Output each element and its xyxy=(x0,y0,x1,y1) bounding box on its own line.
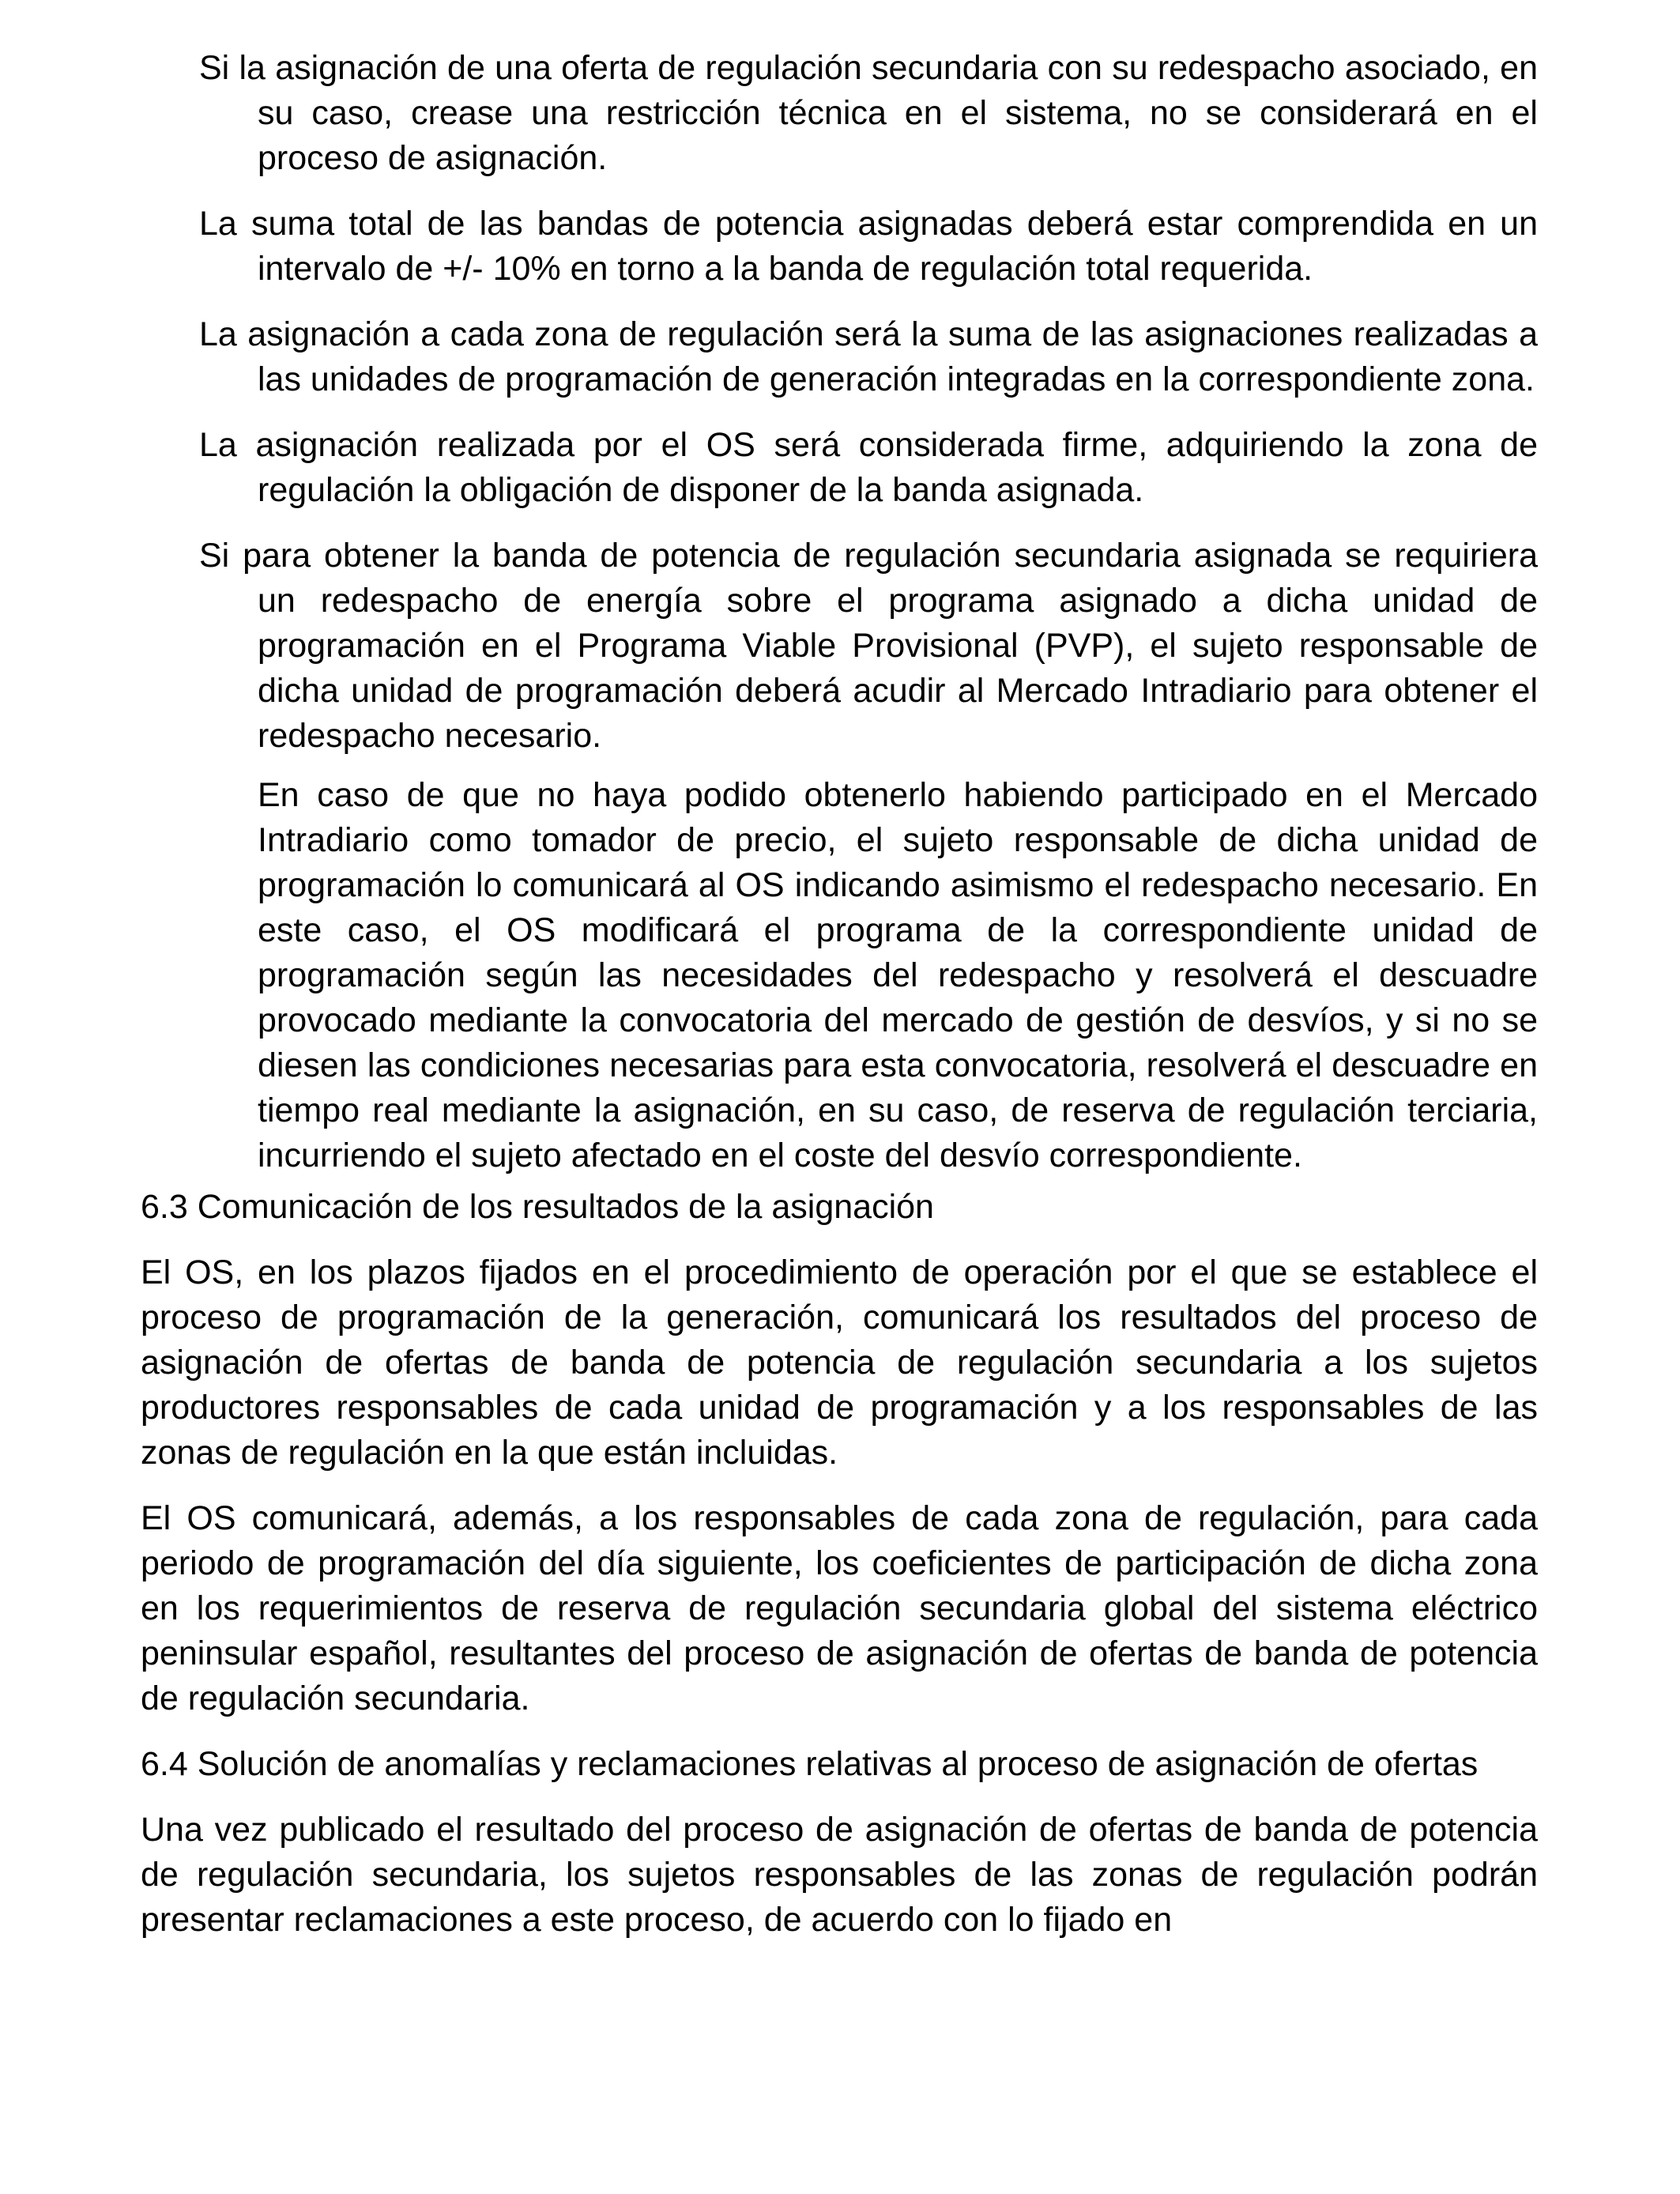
list-item: Si la asignación de una oferta de regulación secundaria con su redespacho asociado, en su caso, crease una restricción técnica en el sistema, no se considerará en el proceso de asignación. xyxy=(199,49,1538,177)
section-heading-6-3: 6.3 Comunicación de los resultados de la asignación xyxy=(141,1188,934,1226)
section-heading-6-4: 6.4 Solución de anomalías y reclamaciones relativas al proceso de asignación de ofertas xyxy=(141,1745,1478,1783)
document-body xyxy=(141,46,1538,1963)
list-item: Si para obtener la banda de potencia de regulación secundaria asignada se requiriera un redespacho de energía sobre el programa asignado a dicha unidad de programación en el Programa Viable Provisional (PVP), el sujeto responsable de dicha unidad de programación deberá acudir al Mercado Intradiario para obtener el redespacho necesario. xyxy=(199,537,1538,755)
paragraph: Una vez publicado el resultado del proceso de asignación de ofertas de banda de potencia de regulación secundaria, los sujetos responsables de las zonas de regulación podrán presentar reclamaciones a este proceso, de acuerdo con lo fijado en xyxy=(141,1811,1538,1939)
list-item: La suma total de las bandas de potencia asignadas deberá estar comprendida en un intervalo de +/- 10% en torno a la banda de regulación total requerida. xyxy=(199,205,1538,288)
list-item: La asignación realizada por el OS será considerada firme, adquiriendo la zona de regulación la obligación de disponer de la banda asignada. xyxy=(199,426,1538,509)
list-item-continuation: En caso de que no haya podido obtenerlo habiendo participado en el Mercado Intradiario como tomador de precio, el sujeto responsable de dicha unidad de programación lo comunicará al OS indicando asimismo el redespacho necesario. En este caso, el OS modificará el programa de la correspondiente unidad de programación según las necesidades del redespacho y resolverá el descuadre provocado mediante la convocatoria del mercado de gestión de desvíos, y si no se diesen las condiciones necesarias para esta convocatoria, resolverá el descuadre en tiempo real mediante la asignación, en su caso, de reserva de regulación terciaria, incurriendo el sujeto afectado en el coste del desvío correspondiente. xyxy=(258,776,1538,1174)
paragraph: El OS comunicará, además, a los responsables de cada zona de regulación, para cada periodo de programación del día siguiente, los coeficientes de participación de dicha zona en los requerimientos de reserva de regulación secundaria global del sistema eléctrico peninsular español, resultantes del proceso de asignación de ofertas de banda de potencia de regulación secundaria. xyxy=(141,1499,1538,1717)
list-item: La asignación a cada zona de regulación será la suma de las asignaciones realizadas a las unidades de programación de generación integradas en la correspondiente zona. xyxy=(199,315,1538,398)
paragraph: El OS, en los plazos fijados en el procedimiento de operación por el que se establece el proceso de programación de la generación, comunicará los resultados del proceso de asignación de ofertas de banda de potencia de regulación secundaria a los sujetos productores responsables de cada unidad de programación y a los responsables de las zonas de regulación en la que están incluidas. xyxy=(141,1253,1538,1472)
